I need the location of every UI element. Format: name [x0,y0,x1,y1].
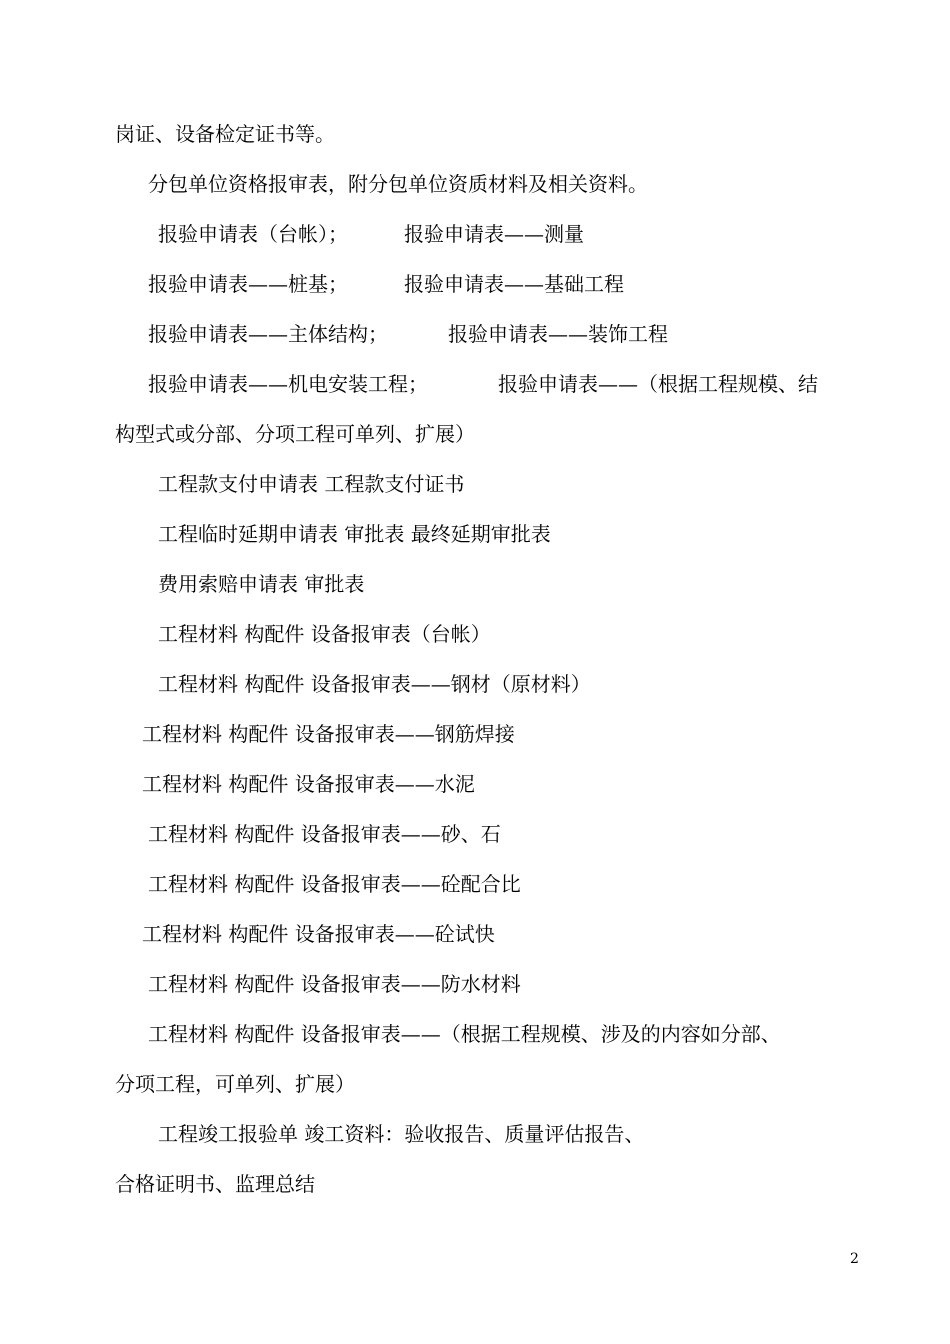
text-line: 报验申请表（台帐）； [158,222,348,246]
text-line: 岗证、设备检定证书等。 [115,122,335,146]
text-line: 报验申请表——桩基； [148,272,348,296]
page-number: 2 [850,1251,859,1267]
text-line: 合格证明书、监理总结 [115,1172,315,1196]
text-line: 报验申请表——机电安装工程； [148,372,428,396]
text-line: 工程材料 构配件 设备报审表——防水材料 [148,972,521,996]
text-line: 工程材料 构配件 设备报审表——砂、石 [148,822,501,846]
text-line: 报验申请表——测量 [404,222,584,246]
text-line: 报验申请表——（根据工程规模、结 [498,372,818,396]
text-line: 工程材料 构配件 设备报审表——（根据工程规模、涉及的内容如分部、 [148,1022,781,1046]
text-line: 工程材料 构配件 设备报审表（台帐） [158,622,491,646]
text-line: 工程材料 构配件 设备报审表——钢筋焊接 [142,722,515,746]
text-line: 工程款支付申请表 工程款支付证书 [158,472,465,496]
text-line: 工程材料 构配件 设备报审表——钢材（原材料） [158,672,591,696]
text-line: 工程材料 构配件 设备报审表——砼试快 [142,922,495,946]
text-line: 报验申请表——主体结构； [148,322,388,346]
text-line: 报验申请表——基础工程 [404,272,624,296]
text-line: 工程材料 构配件 设备报审表——水泥 [142,772,475,796]
text-line: 工程竣工报验单 竣工资料：验收报告、质量评估报告、 [158,1122,645,1146]
text-line: 构型式或分部、分项工程可单列、扩展） [115,422,475,446]
text-line: 工程材料 构配件 设备报审表——砼配合比 [148,872,521,896]
text-line: 报验申请表——装饰工程 [448,322,668,346]
text-line: 费用索赔申请表 审批表 [158,572,365,596]
text-line: 分项工程，可单列、扩展） [115,1072,355,1096]
text-line: 工程临时延期申请表 审批表 最终延期审批表 [158,522,551,546]
text-line: 分包单位资格报审表，附分包单位资质材料及相关资料。 [148,172,648,196]
